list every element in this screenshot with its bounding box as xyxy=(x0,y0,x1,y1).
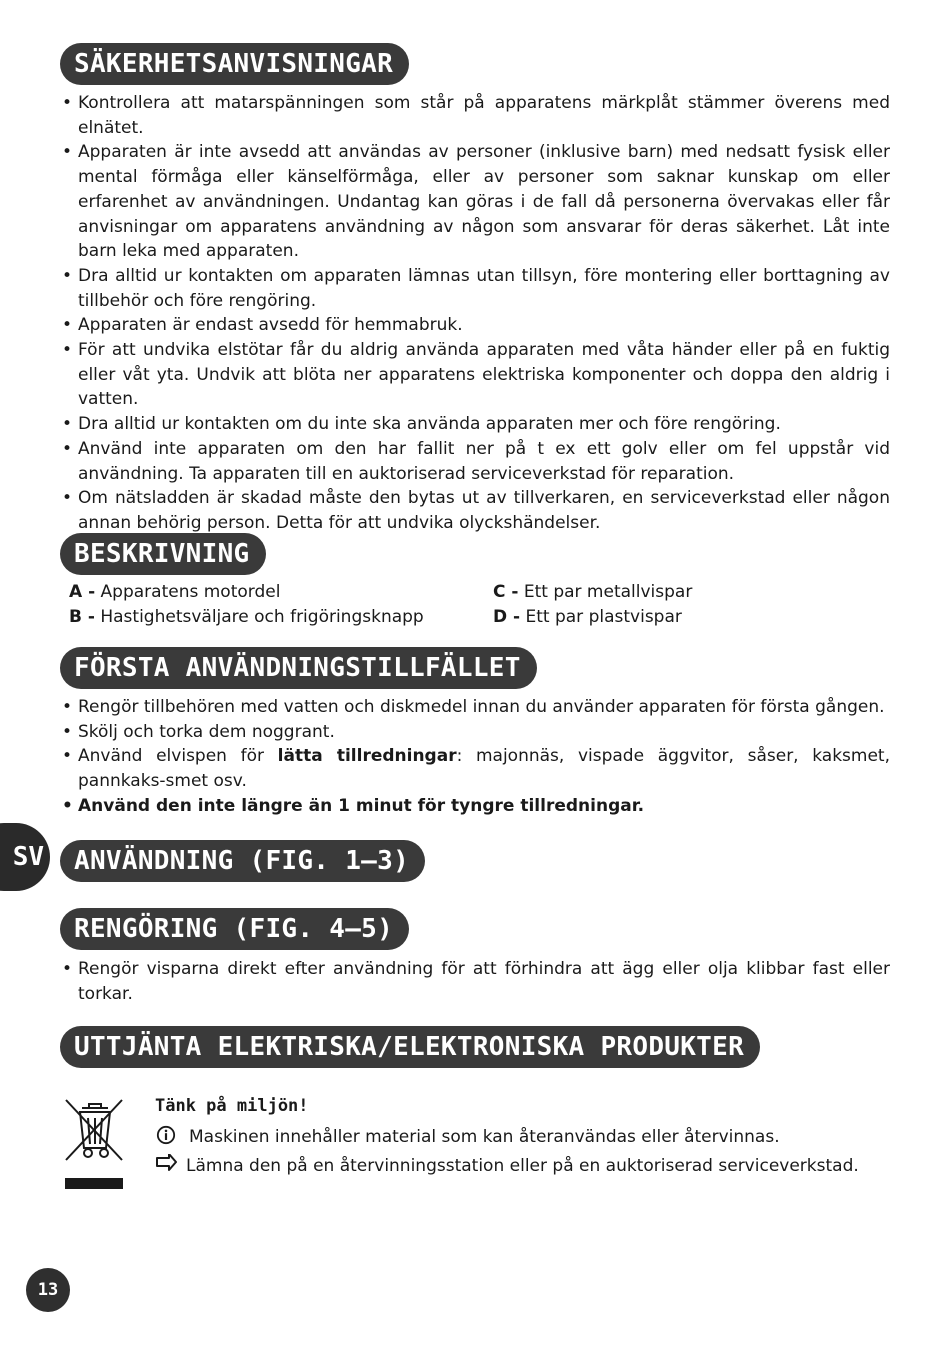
page-number: 13 xyxy=(26,1268,70,1312)
weee-heading: UTTJÄNTA ELEKTRISKA/ELEKTRONISKA PRODUKTER xyxy=(60,1026,760,1068)
list-item: A - Apparatens motordel xyxy=(69,582,281,602)
crossed-out-bin-icon xyxy=(62,1096,126,1192)
list-item: • Skölj och torka dem noggrant. xyxy=(62,720,890,745)
list-item: • Om nätsladden är skadad måste den bytas ut av tillverkaren, en serviceverkstad eller någon annan behörig person. Detta för att undvika olyckshändelser. xyxy=(62,486,890,535)
environment-line-recycle: Lämna den på en återvinningsstation eller på en auktoriserad serviceverkstad. xyxy=(155,1154,859,1176)
list-item: • Använd den inte längre än 1 minut för tyngre tillredningar. xyxy=(62,794,890,819)
list-item: • Använd inte apparaten om den har fallit ner på t ex ett golv eller om fel uppstår vid användning. Ta apparaten till en auktoriserad serviceverkstad för reparation. xyxy=(62,437,890,486)
description-column-right xyxy=(493,580,692,630)
environment-title: Tänk på miljön! xyxy=(155,1096,309,1116)
cleaning-list xyxy=(62,957,890,1006)
list-item: • Använd elvispen för lätta tillredningar: majonnäs, vispade äggvitor, såser, kaksmet, pannkaks-smet osv. xyxy=(62,744,890,793)
list-item: D - Ett par plastvispar xyxy=(493,607,682,627)
arrow-right-icon xyxy=(155,1154,186,1176)
environment-line-info: Maskinen innehåller material som kan återanvändas eller återvinnas. xyxy=(155,1125,780,1147)
info-icon xyxy=(155,1125,189,1147)
list-item: • Dra alltid ur kontakten om du inte ska använda apparaten mer och före rengöring. xyxy=(62,412,890,437)
list-item: • Apparaten är endast avsedd för hemmabruk. xyxy=(62,313,890,338)
list-item: • Rengör visparna direkt efter användning för att förhindra att ägg eller olja klibbar fast eller torkar. xyxy=(62,957,890,1006)
cleaning-heading: RENGÖRING (FIG. 4–5) xyxy=(60,908,409,950)
description-column-left xyxy=(69,580,424,630)
list-item: • För att undvika elstötar får du aldrig använda apparaten med våta händer eller på en fuktig eller våt yta. Undvik att blöta ner apparatens elektriska komponenter och doppa den aldrig i vatten. xyxy=(62,338,890,412)
usage-heading: ANVÄNDNING (FIG. 1–3) xyxy=(60,840,425,882)
language-tab: SV xyxy=(0,823,50,891)
weee-section xyxy=(62,1096,882,1196)
list-item: B - Hastighetsväljare och frigöringsknapp xyxy=(69,607,424,627)
first-use-list xyxy=(62,695,890,819)
description-heading: BESKRIVNING xyxy=(60,533,266,575)
list-item: C - Ett par metallvispar xyxy=(493,582,693,602)
list-item: • Kontrollera att matarspänningen som står på apparatens märkplåt stämmer överens med elnätet. xyxy=(62,91,890,140)
safety-list xyxy=(62,91,890,536)
list-item: • Apparaten är inte avsedd att användas av personer (inklusive barn) med nedsatt fysisk eller mental förmåga eller känselförmåga, eller av personer som saknar kunskap om eller erfarenhet av användningen. Undantag kan göras i de fall då personerna övervakas eller får anvisningar om apparatens användning av någon som ansvarar för deras säkerhet. Låt inte barn leka med apparaten. xyxy=(62,140,890,264)
list-item: • Rengör tillbehören med vatten och diskmedel innan du använder apparaten för första gången. xyxy=(62,695,890,720)
first-use-heading: FÖRSTA ANVÄNDNINGSTILLFÄLLET xyxy=(60,647,537,689)
list-item: • Dra alltid ur kontakten om apparaten lämnas utan tillsyn, före montering eller borttagning av tillbehör och före rengöring. xyxy=(62,264,890,313)
safety-heading: SÄKERHETSANVISNINGAR xyxy=(60,43,409,85)
